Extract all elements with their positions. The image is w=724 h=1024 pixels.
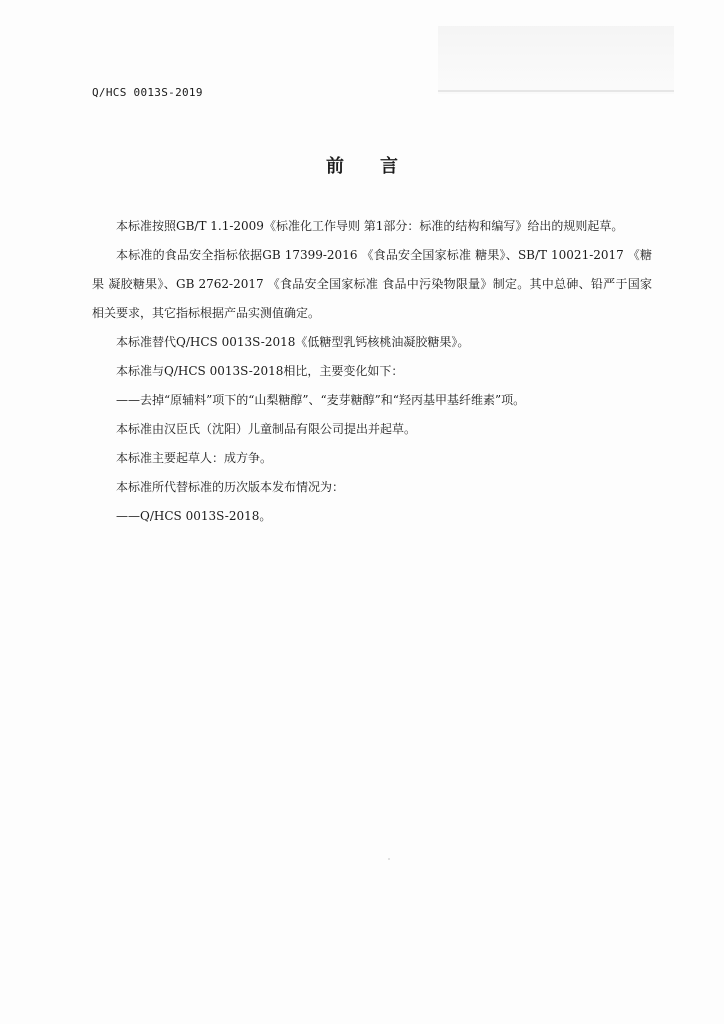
page-title: 前言 bbox=[326, 156, 434, 177]
paragraph-changes-intro: 本标准与Q/HCS 0013S-2018相比，主要变化如下： bbox=[116, 364, 404, 378]
paragraph-drafter: 本标准主要起草人：成方争。 bbox=[116, 451, 273, 465]
scanned-stamp-underline bbox=[438, 90, 674, 92]
paragraph-safety-indicators: 本标准的食品安全指标依据GB 17399-2016 《食品安全国家标准 糖果》、SB/T 10021-2017 《糖果 凝胶糖果》、GB 2762-2017 《食品安全国家标准 食品中污染物限量》制定。其中总砷、铅严于国家相关要求，其它指标根据产品实测值确定。 bbox=[92, 248, 652, 320]
paragraph-replaces: 本标准替代Q/HCS 0013S-2018《低糖型乳钙核桃油凝胶糖果》。 bbox=[116, 335, 470, 349]
paragraph-proposer: 本标准由汉臣氏（沈阳）儿童制品有限公司提出并起草。 bbox=[116, 422, 417, 436]
paragraph-change-item: ——去掉“原辅料”项下的“山梨糖醇”、“麦芽糖醇”和“羟丙基甲基纤维素”项。 bbox=[116, 393, 526, 407]
paragraph-drafting-rules: 本标准按照GB/T 1.1-2009《标准化工作导则 第1部分：标准的结构和编写》给出的规则起草。 bbox=[116, 219, 624, 233]
paragraph-history-item: ——Q/HCS 0013S-2018。 bbox=[116, 509, 272, 523]
document-code: Q/HCS 0013S-2019 bbox=[92, 86, 203, 99]
scanned-stamp-mark bbox=[438, 26, 674, 94]
paragraph-history-intro: 本标准所代替标准的历次版本发布情况为： bbox=[116, 480, 345, 494]
scan-speck bbox=[388, 858, 390, 860]
document-body bbox=[92, 212, 652, 531]
